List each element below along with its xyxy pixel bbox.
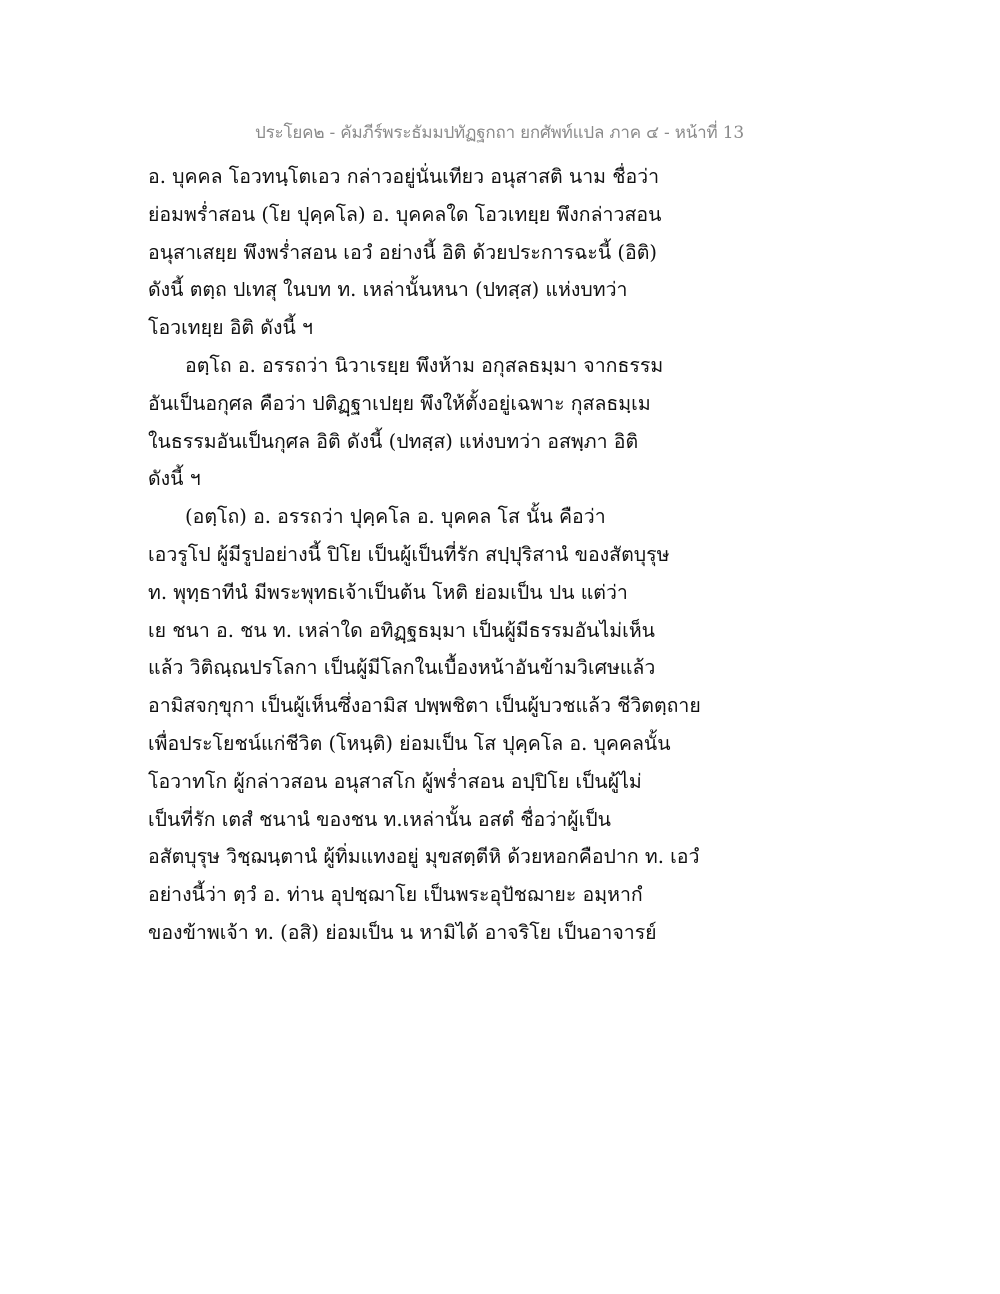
text-line: เอวรูโป ผู้มีรูปอย่างนี้ ปิโย เป็นผู้เป็นที่รัก สปฺปุริสานํ ของสัตบุรุษ [148, 542, 670, 566]
text-line: ของข้าพเจ้า ท. (อสิ) ย่อมเป็น น หามิได้ อาจริโย เป็นอาจารย์ [148, 920, 657, 944]
text-line: ท. พุทฺธาทีนํ มีพระพุทธเจ้าเป็นต้น โหติ ย่อมเป็น ปน แต่ว่า [148, 580, 628, 604]
text-line: อย่างนี้ว่า ตฺวํ อ. ท่าน อุปชฺฌาโย เป็นพระอุปัชฌายะ อมฺหากํ [148, 883, 643, 907]
text-line: ดังนี้ ตตฺถ ปเทสุ ในบท ท. เหล่านั้นหนา (ปทสฺส) แห่งบทว่า [148, 278, 628, 302]
body-text [148, 158, 748, 952]
text-line: อนุสาเสยฺย พึงพร่ำสอน เอวํ อย่างนี้ อิติ ด้วยประการฉะนี้ (อิติ) [148, 240, 658, 264]
text-line: โอวาทโก ผู้กล่าวสอน อนุสาสโก ผู้พร่ำสอน อปฺปิโย เป็นผู้ไม่ [148, 769, 642, 793]
text-line: ดังนี้ ฯ [148, 467, 201, 491]
paragraph-2 [148, 347, 748, 498]
text-line: อามิสจกฺขุกา เป็นผู้เห็นซึ่งอามิส ปพฺพชิตา เป็นผู้บวชแล้ว ชีวิตตฺถาย [148, 694, 701, 718]
text-line: อันเป็นอกุศล คือว่า ปติฏฺฐาเปยฺย พึงให้ตั้งอยู่เฉพาะ กุสลธมฺเม [148, 391, 651, 415]
running-header: ประโยค๒ - คัมภีร์พระธัมมปทัฏฐกถา ยกศัพท์แปล ภาค ๔ - หน้าที่ 13 [255, 123, 744, 143]
paragraph-1 [148, 158, 748, 347]
text-line: เพื่อประโยชน์แก่ชีวิต (โหนฺติ) ย่อมเป็น โส ปุคฺคโล อ. บุคคลนั้น [148, 731, 671, 755]
text-line: อสัตบุรุษ วิชฺฌนฺตานํ ผู้ทิ่มแทงอยู่ มุขสตฺตีหิ ด้วยหอกคือปาก ท. เอวํ [148, 845, 700, 869]
text-line: ย่อมพร่ำสอน (โย ปุคฺคโล) อ. บุคคลใด โอวเทยฺย พึงกล่าวสอน [148, 202, 662, 226]
text-line: (อตฺโถ) อ. อรรถว่า ปุคฺคโล อ. บุคคล โส นั้น คือว่า [185, 505, 606, 529]
paragraph-3 [148, 498, 748, 952]
text-line: อตฺโถ อ. อรรถว่า นิวาเรยฺย พึงห้าม อกุสลธมฺมา จากธรรม [185, 353, 664, 377]
text-line: เย ชนา อ. ชน ท. เหล่าใด อทิฏฺฐธมฺมา เป็นผู้มีธรรมอันไม่เห็น [148, 618, 656, 642]
text-line: เป็นที่รัก เตสํ ชนานํ ของชน ท.เหล่านั้น อสตํ ชื่อว่าผู้เป็น [148, 807, 611, 831]
text-line: อ. บุคคล โอวทนฺโตเอว กล่าวอยู่นั่นเทียว อนุสาสติ นาม ชื่อว่า [148, 165, 660, 188]
text-line: ในธรรมอันเป็นกุศล อิติ ดังนี้ (ปทสฺส) แห่งบทว่า อสพฺภา อิติ [148, 429, 639, 453]
text-line: โอวเทยฺย อิติ ดังนี้ ฯ [148, 316, 313, 340]
text-line: แล้ว วิติณฺณปรโลกา เป็นผู้มีโลกในเบื้องหน้าอันข้ามวิเศษแล้ว [148, 656, 656, 680]
